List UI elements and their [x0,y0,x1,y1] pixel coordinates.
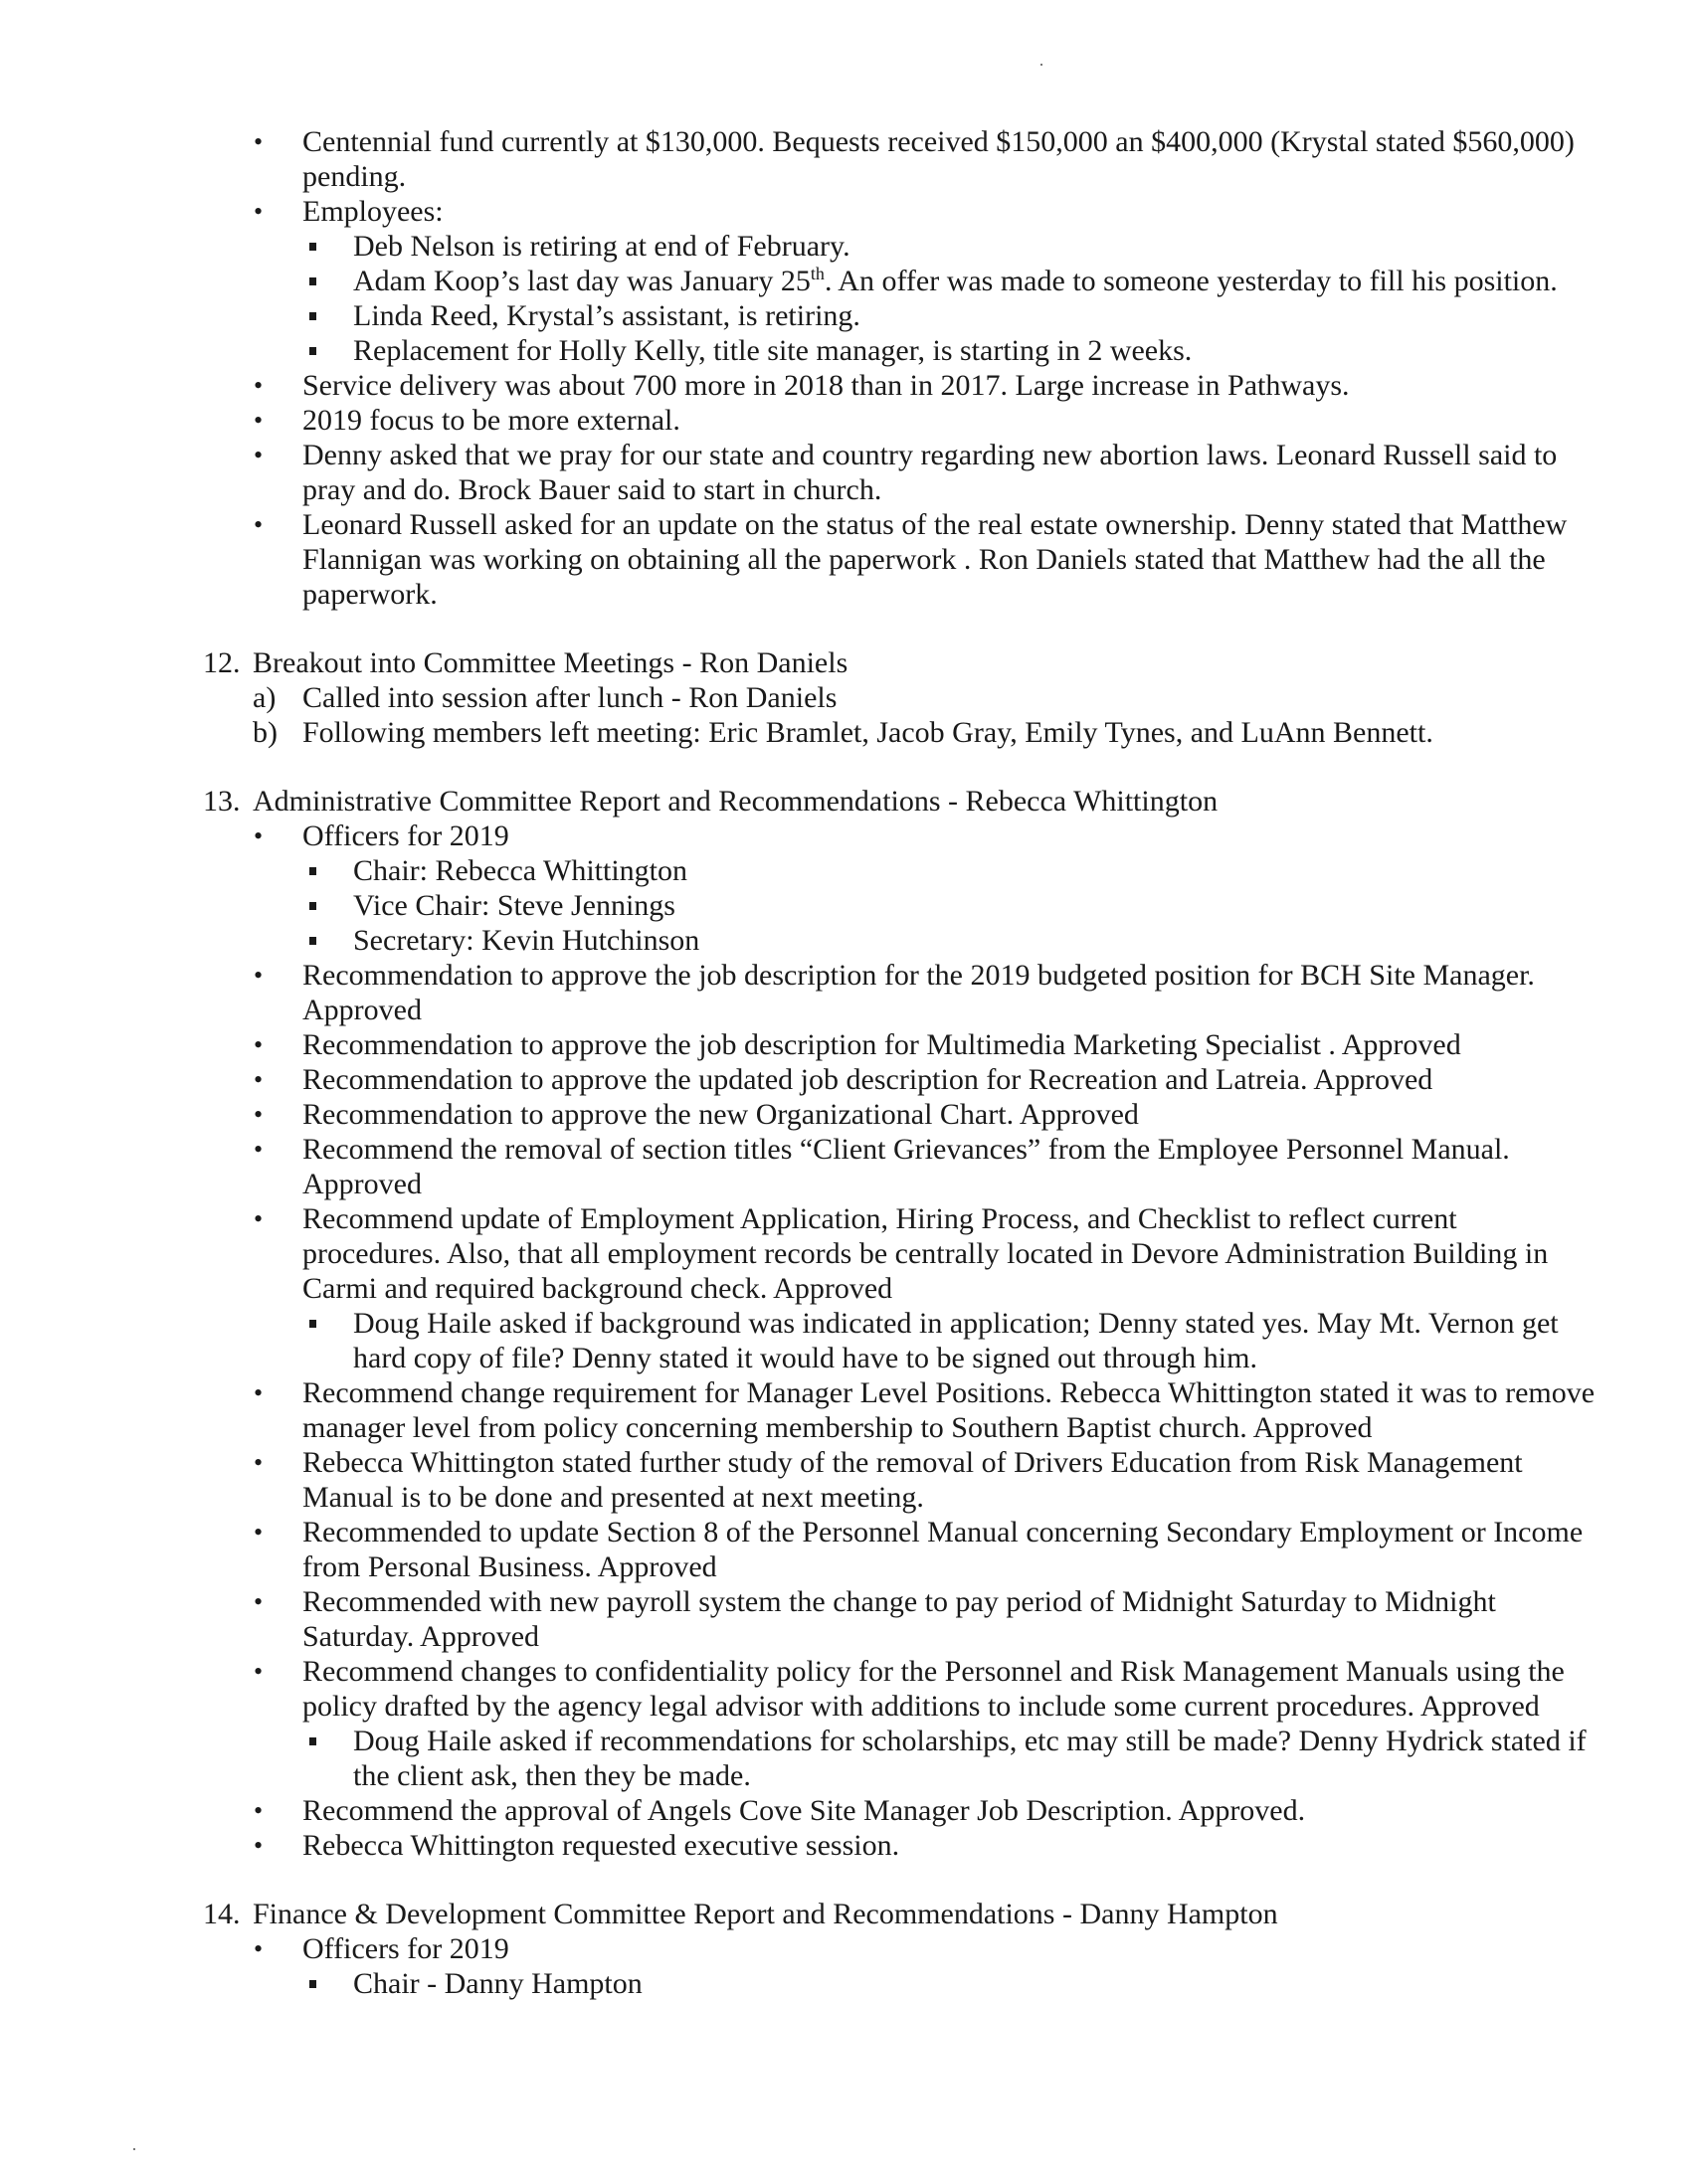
list-item: • Recommendation to approve the job description for Multimedia Marketing Specialist . Approved [203,1027,1596,1062]
continued-report-list [203,124,1596,612]
minutes-content [203,124,1596,2001]
list-item: • Service delivery was about 700 more in 2018 than in 2017. Large increase in Pathways. [203,368,1596,403]
agenda-item-14 [203,1897,1596,2001]
agenda-item-heading: 14. Finance & Development Committee Report and Recommendations - Danny Hampton [203,1898,1278,1930]
list-item: • 2019 focus to be more external. [203,403,1596,438]
superscript: th [810,264,825,283]
list-item: • Rebecca Whittington requested executive session. [203,1828,1596,1863]
lettered-item: b) Following members left meeting: Eric Bramlet, Jacob Gray, Emily Tynes, and LuAnn Bennett. [253,716,1433,749]
list-item: • Recommend the removal of section titles “Client Grievances” from the Employee Personnel Manual. Approved [203,1132,1596,1201]
list-item: • Denny asked that we pray for our state and country regarding new abortion laws. Leonard Russell said to pray and do. Brock Bauer said to start in church. [203,438,1596,507]
sub-list-item: Chair: Rebecca Whittington [203,853,1596,888]
agenda-item-13 [203,784,1596,1863]
agenda-item-heading: 12. Breakout into Committee Meetings - Ron Daniels [203,646,848,679]
list-item: • Recommended with new payroll system the change to pay period of Midnight Saturday to Midnight Saturday. Approved [203,1584,1596,1654]
list-item: • Recommend changes to confidentiality policy for the Personnel and Risk Management Manuals using the policy drafted by the agency legal advisor with additions to include some current procedures. Approved [203,1654,1596,1724]
list-item: • Recommendation to approve the new Organizational Chart. Approved [203,1097,1596,1132]
list-item: • Recommend update of Employment Application, Hiring Process, and Checklist to reflect current procedures. Also, that all employment records be centrally located in Devore Administration Building in Carmi and required background check. Approved [203,1201,1596,1306]
list-item: • Centennial fund currently at $130,000. Bequests received $150,000 an $400,000 (Krystal stated $560,000) pending. [203,124,1596,194]
sub-list-item: Deb Nelson is retiring at end of February. [203,229,1596,264]
list-item: • Recommended to update Section 8 of the Personnel Manual concerning Secondary Employment or Income from Personal Business. Approved [203,1515,1596,1584]
list-item: • Officers for 2019 [203,1931,1596,1966]
list-item: • Recommend change requirement for Manager Level Positions. Rebecca Whittington stated it was to remove manager level from policy concerning membership to Southern Baptist church. Approved [203,1375,1596,1445]
sub-list-item: Chair - Danny Hampton [203,1966,1596,2001]
list-item: • Rebecca Whittington stated further study of the removal of Drivers Education from Risk Management Manual is to be done and presented at next meeting. [203,1445,1596,1515]
sub-list-item: Adam Koop’s last day was January 25th. An offer was made to someone yesterday to fill his position. [203,264,1596,298]
list-item: • Recommendation to approve the job description for the 2019 budgeted position for BCH Site Manager. Approved [203,958,1596,1027]
list-item: • Employees: [203,194,1596,229]
sub-list-item: Doug Haile asked if background was indicated in application; Denny stated yes. May Mt. Vernon get hard copy of file? Denny stated it would have to be signed out through him. [203,1306,1596,1375]
list-item: • Officers for 2019 [203,819,1596,853]
list-item: • Recommendation to approve the updated job description for Recreation and Latreia. Approved [203,1062,1596,1097]
sub-list-item: Vice Chair: Steve Jennings [203,888,1596,923]
sub-list-item: Linda Reed, Krystal’s assistant, is retiring. [203,298,1596,333]
agenda-item-heading: 13. Administrative Committee Report and Recommendations - Rebecca Whittington [203,785,1219,818]
lettered-item: a) Called into session after lunch - Ron Daniels [253,681,838,714]
list-item: • Leonard Russell asked for an update on the status of the real estate ownership. Denny stated that Matthew Flannigan was working on obtaining all the paperwork . Ron Daniels stated that Matthew had the all the paperwork. [203,507,1596,612]
list-item: • Recommend the approval of Angels Cove Site Manager Job Description. Approved. [203,1793,1596,1828]
sub-list-item: Secretary: Kevin Hutchinson [203,923,1596,958]
agenda-item-12 [203,645,1596,750]
scan-speck [133,2148,135,2150]
scan-speck [1040,64,1042,66]
sub-list-item: Doug Haile asked if recommendations for scholarships, etc may still be made? Denny Hydrick stated if the client ask, then they be made. [203,1724,1596,1793]
sub-list-item: Replacement for Holly Kelly, title site manager, is starting in 2 weeks. [203,333,1596,368]
